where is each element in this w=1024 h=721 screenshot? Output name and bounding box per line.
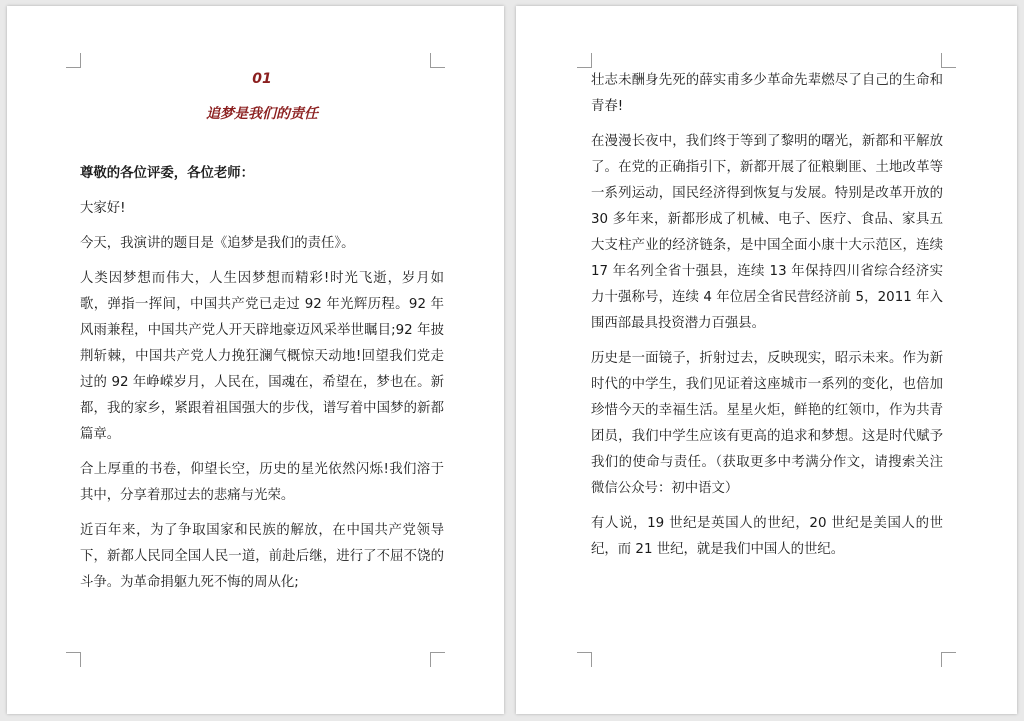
margin-mark-bottom-right bbox=[941, 652, 956, 667]
margin-mark-top-left bbox=[66, 53, 81, 68]
paragraph: 有人说，19 世纪是英国人的世纪，20 世纪是美国人的世纪，而 21 世纪，就是我们中国人的世纪。 bbox=[591, 516, 943, 557]
right-page-content bbox=[591, 68, 943, 572]
paragraph: 在漫漫长夜中，我们终于等到了黎明的曙光，新都和平解放了。在党的正确指引下，新都开展了征粮剿匪、土地改革等一系列运动，国民经济得到恢复与发展。特别是改革开放的 30 多年来，新都形成了机械、电子、医疗、食品、家具五大支柱产业的经济链条，是中国全面小康十大示范区，连续 17 年名列全省十强县，连续 13 年保持四川省综合经济实力十强称号，连续 4 年位居全省民营经济前 5，2011 年入围西部最具投资潜力百强县。 bbox=[591, 134, 943, 331]
margin-mark-bottom-left bbox=[577, 652, 592, 667]
left-page-content bbox=[80, 66, 444, 605]
paragraph: 近百年来，为了争取国家和民族的解放，在中国共产党领导下，新都人民同全国人民一道，前赴后继，进行了不屈不饶的斗争。为革命捐躯九死不悔的周从化; bbox=[80, 523, 444, 590]
paragraph: 人类因梦想而伟大，人生因梦想而精彩!时光飞逝，岁月如歌，弹指一挥间，中国共产党已走过 92 年光辉历程。92 年风雨兼程，中国共产党人开天辟地豪迈风采举世瞩目;92 年披荆斩棘，中国共产党人力挽狂澜气概惊天动地!回望我们党走过的 92 年峥嵘岁月，人民在，国魂在，希望在，梦也在。新都，我的家乡，紧跟着祖国强大的步伐，谱写着中国梦的新都篇章。 bbox=[80, 271, 444, 442]
margin-mark-bottom-right bbox=[430, 652, 445, 667]
paragraph: 今天，我演讲的题目是《追梦是我们的责任》。 bbox=[80, 236, 355, 251]
margin-mark-bottom-left bbox=[66, 652, 81, 667]
salutation: 尊敬的各位评委，各位老师： bbox=[80, 166, 255, 181]
document-page-right bbox=[516, 6, 1017, 714]
speech-title: 追梦是我们的责任 bbox=[206, 106, 318, 122]
section-number: 01 bbox=[252, 71, 272, 87]
document-page-left bbox=[7, 6, 504, 714]
paragraph: 壮志未酬身先死的薛实甫多少革命先辈燃尽了自己的生命和青春! bbox=[591, 73, 943, 114]
paragraph: 合上厚重的书卷，仰望长空，历史的星光依然闪烁!我们溶于其中，分享着那过去的悲痛与光荣。 bbox=[80, 462, 444, 503]
margin-mark-top-right bbox=[941, 53, 956, 68]
margin-mark-top-left bbox=[577, 53, 592, 68]
paragraph: 历史是一面镜子，折射过去，反映现实，昭示未来。作为新时代的中学生，我们见证着这座城市一系列的变化，也倍加珍惜今天的幸福生活。星星火炬，鲜艳的红领巾，作为共青团员，我们中学生应该有更高的追求和梦想。这是时代赋予我们的使命与责任。（获取更多中考满分作文，请搜索关注微信公众号：初中语文） bbox=[591, 351, 943, 496]
paragraph: 大家好! bbox=[80, 201, 126, 216]
